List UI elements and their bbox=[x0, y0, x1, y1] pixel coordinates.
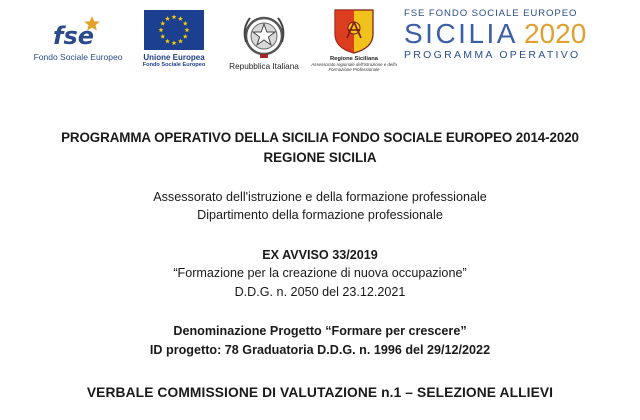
fse-caption: Fondo Sociale Europeo bbox=[33, 52, 123, 62]
eu-logo bbox=[140, 10, 208, 68]
eu-flag-icon bbox=[144, 10, 204, 50]
regione-logo bbox=[310, 8, 398, 73]
sicilia-2020-logo bbox=[404, 8, 614, 61]
progetto-line: Denominazione Progetto “Formare per crescere” bbox=[173, 324, 467, 338]
regione-caption-top: Regione Siciliana bbox=[330, 56, 378, 62]
sicilia-2020-bottom-line: PROGRAMMA OPERATIVO bbox=[404, 49, 581, 61]
avviso-title-line: “Formazione per la creazione di nuova occupazione” bbox=[173, 266, 467, 280]
sicilia-2020-main bbox=[404, 19, 614, 49]
document-subtitle: REGIONE SICILIA bbox=[263, 150, 377, 165]
verbale-heading: VERBALE COMMISSIONE DI VALUTAZIONE n.1 – SELEZIONE ALLIEVI bbox=[86, 385, 554, 400]
id-progetto-line: ID progetto: 78 Graduatoria D.D.G. n. 1996 del 29/12/2022 bbox=[149, 343, 491, 357]
ddg-line: D.D.G. n. 2050 del 23.12.2021 bbox=[234, 285, 406, 299]
svg-text:fse: fse bbox=[53, 22, 95, 50]
document-title: PROGRAMMA OPERATIVO DELLA SICILIA FONDO SOCIALE EUROPEO 2014-2020 bbox=[61, 130, 579, 145]
regione-shield-icon bbox=[333, 8, 375, 54]
repubblica-caption: Repubblica Italiana bbox=[229, 62, 299, 71]
eu-caption-top: Unione Europea bbox=[143, 53, 205, 62]
assessorato-line: Assessorato dell'istruzione e della formazione professionale bbox=[153, 190, 487, 204]
eu-caption-bottom: Fondo Sociale Europeo bbox=[142, 62, 206, 68]
fse-logo bbox=[22, 14, 134, 62]
fse-star-icon bbox=[48, 14, 108, 50]
repubblica-logo bbox=[222, 8, 306, 71]
dipartimento-line: Dipartimento della formazione professionale bbox=[197, 208, 443, 222]
italian-emblem-icon bbox=[238, 8, 290, 60]
sicilia-2020-top-line: FSE FONDO SOCIALE EUROPEO bbox=[404, 8, 578, 19]
sicilia-year: 2020 bbox=[523, 18, 587, 49]
logo-bar bbox=[0, 0, 640, 86]
avviso-line: EX AVVISO 33/2019 bbox=[262, 248, 378, 262]
regione-caption-bottom: Assessorato regionale dell'Istruzione e della Formazione Professionale bbox=[311, 62, 397, 73]
sicilia-word: SICILIA bbox=[404, 18, 518, 49]
